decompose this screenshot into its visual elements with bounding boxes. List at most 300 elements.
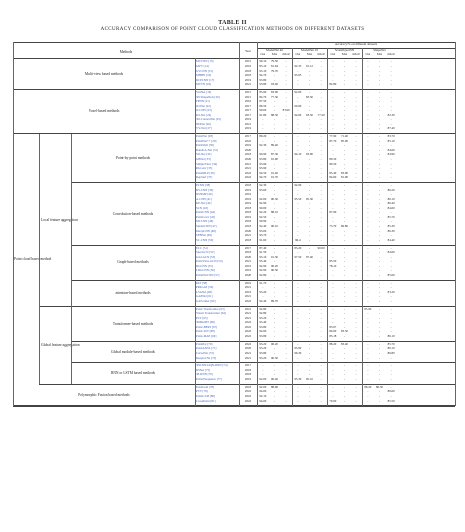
value-cell: - bbox=[367, 280, 369, 285]
value-cell: - bbox=[308, 280, 310, 285]
value-cell: 80.50 bbox=[329, 161, 337, 166]
value-cell: - bbox=[320, 389, 322, 394]
value-cell: - bbox=[378, 59, 380, 64]
value-cell: - bbox=[378, 363, 380, 368]
value-cell: - bbox=[297, 393, 299, 398]
value-cell: - bbox=[285, 99, 287, 104]
value-cell: - bbox=[378, 147, 380, 152]
value-cell: - bbox=[378, 350, 380, 355]
value-cell: 94.50 bbox=[259, 170, 267, 175]
year-cell: 2015 bbox=[244, 59, 252, 64]
value-cell: - bbox=[378, 166, 380, 171]
year-cell: 2021 bbox=[244, 311, 252, 316]
method-name: GIFT [14] bbox=[196, 63, 209, 68]
subsection-label: Global module-based methods bbox=[111, 349, 155, 354]
value-cell: - bbox=[285, 372, 287, 377]
value-cell: - bbox=[367, 108, 369, 113]
value-cell: - bbox=[343, 311, 345, 316]
value-cell: - bbox=[367, 90, 369, 94]
value-cell: - bbox=[343, 214, 345, 219]
value-cell: 85.90 bbox=[364, 306, 372, 311]
value-cell: - bbox=[308, 268, 310, 273]
value-cell: 92.90 bbox=[259, 263, 267, 268]
value-cell: - bbox=[285, 214, 287, 219]
value-cell: - bbox=[390, 233, 392, 238]
value-cell: - bbox=[297, 219, 299, 224]
year-cell: 2022 bbox=[244, 170, 252, 175]
value-cell: - bbox=[390, 170, 392, 175]
value-cell: - bbox=[390, 175, 392, 180]
value-cell: 93.80 bbox=[259, 350, 267, 355]
value-cell: - bbox=[367, 272, 369, 277]
value-cell: 91.70 bbox=[271, 175, 278, 180]
dataset-header: ScanObjectNN bbox=[334, 47, 355, 52]
value-cell: - bbox=[367, 355, 369, 360]
value-cell: 83.90 bbox=[282, 108, 290, 113]
value-cell: - bbox=[367, 201, 369, 206]
value-cell: - bbox=[390, 372, 392, 377]
value-cell: - bbox=[378, 294, 380, 299]
value-cell: - bbox=[367, 157, 369, 161]
value-cell: - bbox=[355, 166, 357, 171]
value-cell: - bbox=[367, 228, 369, 233]
value-cell: 95.50 bbox=[294, 196, 302, 201]
metric-header: mIoU bbox=[387, 52, 395, 56]
year-cell: 2022 bbox=[244, 324, 252, 329]
method-name: Point-TnT [68] bbox=[196, 329, 215, 334]
value-cell: - bbox=[355, 147, 357, 152]
value-cell: - bbox=[378, 329, 380, 334]
dataset-divider bbox=[362, 48, 363, 406]
value-cell: - bbox=[378, 219, 380, 224]
value-cell: - bbox=[308, 272, 310, 277]
value-cell: - bbox=[390, 161, 392, 166]
table-caption: ACCURACY COMPARISON OF POINT CLOUD CLASSIFICATION METHODS ON DIFFERENT DATASETS bbox=[100, 27, 365, 32]
year-cell: 2021 bbox=[244, 355, 252, 360]
method-name: SFBNet [49] bbox=[196, 233, 212, 238]
value-cell: - bbox=[378, 311, 380, 316]
value-cell: - bbox=[332, 103, 334, 108]
value-cell: - bbox=[355, 285, 357, 290]
method-name: RandLA-Net [31] bbox=[196, 147, 219, 152]
method-name: PointGrid [78] bbox=[196, 384, 215, 389]
value-cell: - bbox=[355, 250, 357, 255]
value-cell: - bbox=[343, 196, 345, 201]
year-cell: 2021 bbox=[244, 82, 252, 87]
value-cell: - bbox=[378, 68, 380, 73]
value-cell: 90.00 bbox=[259, 205, 267, 210]
value-cell: 77.90 bbox=[329, 134, 337, 139]
year-cell: 2018 bbox=[244, 210, 252, 215]
value-cell: - bbox=[308, 389, 310, 394]
value-cell: - bbox=[285, 320, 287, 325]
value-cell: - bbox=[343, 63, 345, 68]
value-cell: 85.70 bbox=[387, 341, 395, 346]
value-cell: - bbox=[343, 320, 345, 325]
value-cell: - bbox=[320, 63, 322, 68]
value-cell: - bbox=[285, 121, 287, 126]
metric-header: MA bbox=[306, 52, 313, 56]
value-cell: - bbox=[332, 372, 334, 377]
value-cell: - bbox=[320, 363, 322, 368]
value-cell: - bbox=[378, 205, 380, 210]
value-cell: - bbox=[320, 121, 322, 126]
value-cell: 89.20 bbox=[259, 134, 267, 139]
value-cell: 93.20 bbox=[259, 315, 267, 320]
value-cell: - bbox=[367, 250, 369, 255]
value-cell: - bbox=[273, 350, 275, 355]
value-cell: 90.00 bbox=[317, 245, 325, 250]
year-cell: 2021 bbox=[244, 306, 252, 311]
value-cell: - bbox=[355, 175, 357, 180]
value-cell: 95.30 bbox=[306, 196, 313, 201]
value-cell: - bbox=[273, 389, 275, 394]
value-cell: - bbox=[320, 320, 322, 325]
value-cell: - bbox=[367, 82, 369, 87]
value-cell: - bbox=[343, 157, 345, 161]
value-cell: - bbox=[308, 233, 310, 238]
value-cell: - bbox=[378, 152, 380, 157]
value-cell: - bbox=[355, 210, 357, 215]
value-cell: - bbox=[378, 377, 380, 381]
value-cell: - bbox=[343, 90, 345, 94]
value-cell: - bbox=[390, 77, 392, 82]
value-cell: 85.18 bbox=[329, 334, 337, 338]
year-cell: 2021 bbox=[244, 294, 252, 299]
value-cell: - bbox=[355, 68, 357, 73]
value-cell: - bbox=[297, 157, 299, 161]
value-cell: - bbox=[378, 196, 380, 201]
value-cell: 93.80 bbox=[259, 157, 267, 161]
value-cell: - bbox=[367, 143, 369, 148]
value-cell: - bbox=[320, 341, 322, 346]
method-name: DSNMP [40] bbox=[196, 192, 213, 197]
value-cell: - bbox=[390, 245, 392, 250]
value-cell: 94.00 bbox=[259, 389, 267, 394]
value-cell: - bbox=[262, 121, 264, 126]
value-cell: 92.80 bbox=[259, 272, 267, 277]
value-cell: - bbox=[367, 161, 369, 166]
subsection-rule bbox=[71, 341, 455, 342]
value-cell: 83.50 bbox=[341, 329, 348, 334]
year-cell: 2016 bbox=[244, 99, 252, 104]
value-cell: - bbox=[332, 245, 334, 250]
method-name: GAPNet [61] bbox=[196, 294, 213, 299]
value-cell: - bbox=[332, 143, 334, 148]
value-cell: - bbox=[320, 157, 322, 161]
value-cell: - bbox=[308, 99, 310, 104]
value-cell: 93.70 bbox=[259, 233, 267, 238]
value-cell: - bbox=[285, 289, 287, 294]
value-cell: - bbox=[320, 77, 322, 82]
value-cell: - bbox=[320, 294, 322, 299]
value-cell: - bbox=[273, 161, 275, 166]
value-cell: 83.20 bbox=[294, 245, 302, 250]
year-cell: 2022 bbox=[244, 320, 252, 325]
value-cell: - bbox=[355, 254, 357, 259]
value-cell: - bbox=[297, 285, 299, 290]
value-cell: - bbox=[390, 355, 392, 360]
value-cell: - bbox=[343, 126, 345, 131]
value-cell: - bbox=[332, 117, 334, 122]
value-cell: - bbox=[343, 245, 345, 250]
value-cell: - bbox=[378, 315, 380, 320]
value-cell: - bbox=[355, 320, 357, 325]
value-cell: 92.40 bbox=[259, 224, 267, 228]
value-cell: - bbox=[343, 346, 345, 351]
value-cell: - bbox=[378, 367, 380, 372]
value-cell: 87.90 bbox=[329, 210, 337, 215]
value-cell: - bbox=[297, 192, 299, 197]
value-cell: - bbox=[297, 250, 299, 255]
value-cell: - bbox=[343, 306, 345, 311]
value-cell: - bbox=[297, 334, 299, 338]
value-cell: - bbox=[367, 346, 369, 351]
value-cell: 90.10 bbox=[259, 59, 267, 64]
value-cell: - bbox=[378, 90, 380, 94]
metric-header: MA bbox=[376, 52, 383, 56]
value-cell: - bbox=[273, 367, 275, 372]
value-cell: - bbox=[332, 63, 334, 68]
value-cell: - bbox=[367, 175, 369, 180]
value-cell: - bbox=[273, 250, 275, 255]
value-cell: - bbox=[285, 398, 287, 403]
value-cell: - bbox=[355, 196, 357, 201]
value-cell: - bbox=[285, 377, 287, 381]
value-cell: - bbox=[297, 166, 299, 171]
value-cell: - bbox=[320, 272, 322, 277]
value-cell: - bbox=[285, 355, 287, 360]
section-rule bbox=[13, 133, 455, 134]
value-cell: - bbox=[285, 334, 287, 338]
method-name: VV-Net [27] bbox=[196, 126, 212, 131]
value-cell: - bbox=[308, 147, 310, 152]
local-global-rule bbox=[39, 306, 455, 307]
value-cell: - bbox=[308, 126, 310, 131]
section-label: Voxel-based methods bbox=[88, 109, 120, 114]
value-cell: - bbox=[308, 134, 310, 139]
value-cell: - bbox=[332, 108, 334, 113]
value-cell: - bbox=[355, 315, 357, 320]
value-cell: 86.20 bbox=[387, 187, 395, 192]
value-cell: - bbox=[285, 346, 287, 351]
value-cell: - bbox=[355, 201, 357, 206]
value-cell: - bbox=[343, 398, 345, 403]
value-cell: 92.60 bbox=[259, 196, 267, 201]
value-cell: - bbox=[355, 294, 357, 299]
value-cell: - bbox=[332, 228, 334, 233]
value-cell: 96.4 bbox=[295, 237, 301, 242]
value-cell: - bbox=[367, 263, 369, 268]
value-cell: - bbox=[320, 108, 322, 113]
value-cell: - bbox=[367, 311, 369, 316]
value-cell: - bbox=[285, 59, 287, 64]
method-name: DGCNN [55] bbox=[196, 263, 213, 268]
value-cell: - bbox=[378, 268, 380, 273]
value-cell: - bbox=[285, 245, 287, 250]
value-cell: - bbox=[378, 117, 380, 122]
value-cell: - bbox=[273, 108, 275, 113]
value-cell: 92.35 bbox=[294, 63, 302, 68]
value-cell: - bbox=[308, 350, 310, 355]
year-cell: 2018 bbox=[244, 73, 252, 78]
value-cell: - bbox=[320, 367, 322, 372]
section-label: Polymorphic Fusion based methods bbox=[78, 392, 130, 397]
value-cell: - bbox=[355, 268, 357, 273]
value-cell: - bbox=[308, 245, 310, 250]
value-cell: - bbox=[378, 157, 380, 161]
value-cell: 83.50 bbox=[306, 94, 313, 99]
value-cell: - bbox=[308, 219, 310, 224]
value-cell: 91.40 bbox=[271, 170, 278, 175]
value-cell: 90.10 bbox=[271, 224, 278, 228]
value-cell: - bbox=[367, 367, 369, 372]
value-cell: - bbox=[273, 121, 275, 126]
value-cell: - bbox=[285, 68, 287, 73]
value-cell: 88.90 bbox=[271, 384, 278, 389]
value-cell: 93.80 bbox=[259, 77, 267, 82]
value-cell: - bbox=[390, 298, 392, 303]
value-cell: - bbox=[367, 224, 369, 228]
value-cell: - bbox=[297, 187, 299, 192]
value-cell: - bbox=[273, 138, 275, 143]
value-cell: - bbox=[273, 398, 275, 403]
value-cell: - bbox=[367, 219, 369, 224]
value-cell: - bbox=[378, 259, 380, 264]
value-cell: - bbox=[297, 214, 299, 219]
value-cell: - bbox=[285, 268, 287, 273]
year-cell: 2018 bbox=[244, 68, 252, 73]
year-cell: 2017 bbox=[244, 112, 252, 117]
value-cell: - bbox=[332, 311, 334, 316]
value-cell: 80.50 bbox=[376, 384, 383, 389]
value-cell: - bbox=[273, 192, 275, 197]
value-cell: - bbox=[285, 384, 287, 389]
value-cell: - bbox=[308, 170, 310, 175]
value-cell: - bbox=[367, 152, 369, 157]
value-cell: - bbox=[343, 187, 345, 192]
value-cell: 93.00 bbox=[259, 228, 267, 233]
value-cell: 92.50 bbox=[259, 214, 267, 219]
value-cell: - bbox=[332, 126, 334, 131]
value-cell: - bbox=[320, 205, 322, 210]
value-cell: 93.80 bbox=[259, 334, 267, 338]
value-cell: - bbox=[320, 228, 322, 233]
value-cell: - bbox=[285, 228, 287, 233]
value-cell: - bbox=[343, 334, 345, 338]
value-cell: 90.90 bbox=[259, 219, 267, 224]
value-cell: - bbox=[355, 372, 357, 377]
year-cell: 2022 bbox=[244, 389, 252, 394]
value-cell: - bbox=[355, 117, 357, 122]
value-cell: - bbox=[332, 112, 334, 117]
value-cell: - bbox=[367, 289, 369, 294]
value-cell: - bbox=[285, 285, 287, 290]
method-divider bbox=[195, 58, 196, 406]
value-cell: - bbox=[320, 219, 322, 224]
value-cell: - bbox=[355, 121, 357, 126]
value-cell: 93.40 bbox=[271, 82, 278, 87]
value-cell: - bbox=[320, 298, 322, 303]
value-cell: - bbox=[332, 393, 334, 398]
value-cell: - bbox=[355, 170, 357, 175]
value-cell: - bbox=[332, 99, 334, 104]
value-cell: - bbox=[390, 90, 392, 94]
value-cell: - bbox=[320, 263, 322, 268]
value-cell: - bbox=[343, 73, 345, 78]
value-cell: - bbox=[273, 272, 275, 277]
value-cell: - bbox=[332, 219, 334, 224]
value-cell: - bbox=[343, 68, 345, 73]
value-cell: 86.30 bbox=[387, 228, 395, 233]
value-cell: - bbox=[297, 161, 299, 166]
subsection-rule bbox=[71, 280, 455, 281]
value-cell: - bbox=[355, 183, 357, 188]
value-cell: 93.50 bbox=[306, 112, 313, 117]
year-cell: 2017 bbox=[244, 363, 252, 368]
method-name: PointPat [70] bbox=[196, 341, 213, 346]
value-cell: - bbox=[355, 367, 357, 372]
method-name: GBNet [33] bbox=[196, 157, 211, 161]
value-cell: - bbox=[390, 268, 392, 273]
value-cell: 92.80 bbox=[259, 311, 267, 316]
value-cell: - bbox=[367, 170, 369, 175]
method-name: MVCNN [13] bbox=[196, 59, 214, 64]
value-cell: - bbox=[378, 324, 380, 329]
value-cell: - bbox=[320, 289, 322, 294]
value-cell: - bbox=[355, 272, 357, 277]
value-cell: - bbox=[355, 259, 357, 264]
value-cell: 93.60 bbox=[259, 187, 267, 192]
value-cell: - bbox=[390, 183, 392, 188]
value-cell: - bbox=[297, 294, 299, 299]
value-cell: - bbox=[308, 372, 310, 377]
metric-header: MA bbox=[341, 52, 348, 56]
value-cell: - bbox=[262, 192, 264, 197]
metric-header: mIoU bbox=[317, 52, 325, 56]
year-header: Year bbox=[245, 49, 251, 54]
method-name: CrossPoint [81] bbox=[196, 398, 216, 403]
value-cell: - bbox=[332, 306, 334, 311]
value-cell: - bbox=[332, 77, 334, 82]
value-cell: - bbox=[285, 237, 287, 242]
value-cell: - bbox=[308, 315, 310, 320]
year-cell: 2022 bbox=[244, 393, 252, 398]
value-cell: - bbox=[308, 329, 310, 334]
value-cell: - bbox=[308, 157, 310, 161]
method-name: GAFormer [62] bbox=[196, 298, 216, 303]
value-cell: - bbox=[320, 334, 322, 338]
value-cell: 85.10 bbox=[387, 138, 395, 143]
value-cell: - bbox=[355, 90, 357, 94]
value-cell: 88.20 bbox=[329, 341, 337, 346]
year-cell: 2019 bbox=[244, 77, 252, 82]
value-cell: - bbox=[308, 289, 310, 294]
value-cell: - bbox=[285, 294, 287, 299]
value-cell: - bbox=[297, 228, 299, 233]
methods-header: Methods bbox=[119, 50, 133, 54]
value-cell: - bbox=[367, 210, 369, 215]
value-cell: - bbox=[273, 103, 275, 108]
value-cell: - bbox=[367, 99, 369, 104]
value-cell: - bbox=[378, 112, 380, 117]
value-cell: - bbox=[355, 245, 357, 250]
value-cell: - bbox=[297, 363, 299, 368]
value-cell: - bbox=[367, 134, 369, 139]
value-cell: - bbox=[378, 280, 380, 285]
value-cell: - bbox=[367, 196, 369, 201]
value-cell: - bbox=[332, 187, 334, 192]
